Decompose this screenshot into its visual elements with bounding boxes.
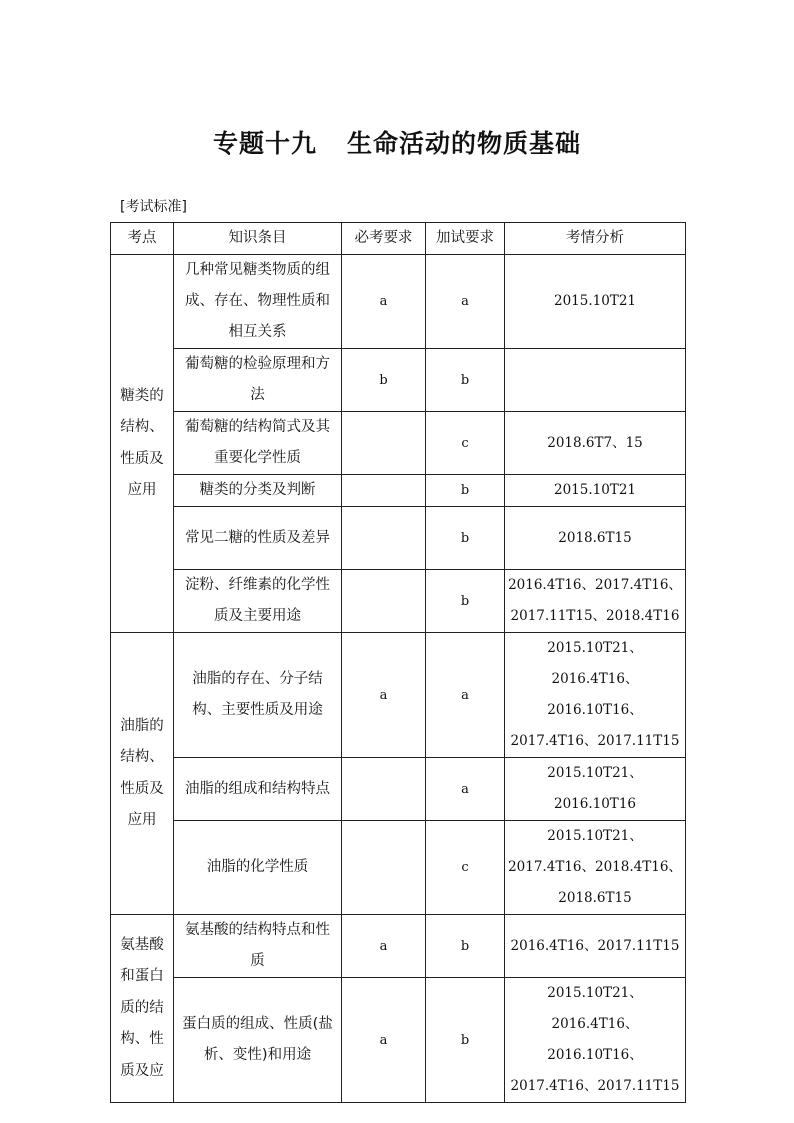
required-cell [342, 507, 426, 570]
required-cell: a [342, 255, 426, 349]
table-row [111, 475, 686, 507]
analysis-cell: 2015.10T21 [505, 255, 686, 349]
required-cell [342, 412, 426, 475]
table-row [111, 412, 686, 475]
item-cell: 油脂的化学性质 [174, 821, 342, 915]
category-cell: 糖类的结构、性质及应用 [111, 255, 174, 633]
item-cell: 葡萄糖的结构简式及其重要化学性质 [174, 412, 342, 475]
extra-cell: c [426, 821, 505, 915]
category-cell: 油脂的结构、性质及应用 [111, 633, 174, 915]
extra-cell: b [426, 349, 505, 412]
item-cell: 氨基酸的结构特点和性质 [174, 915, 342, 978]
header-cell: 知识条目 [174, 223, 342, 255]
extra-cell: b [426, 475, 505, 507]
item-cell: 淀粉、纤维素的化学性质及主要用途 [174, 570, 342, 633]
item-cell: 常见二糖的性质及差异 [174, 507, 342, 570]
title-main: 专题十九 [212, 129, 317, 158]
table-row [111, 633, 686, 758]
required-cell [342, 475, 426, 507]
required-cell: a [342, 633, 426, 758]
analysis-cell: 2015.10T21 [505, 475, 686, 507]
exam-standard-table [110, 222, 686, 1103]
table-row [111, 915, 686, 978]
analysis-cell: 2015.10T21、2016.4T16、2016.10T16、2017.4T16、2017.11T15 [505, 978, 686, 1103]
item-cell: 糖类的分类及判断 [174, 475, 342, 507]
item-cell: 葡萄糖的检验原理和方法 [174, 349, 342, 412]
table-row [111, 255, 686, 349]
analysis-cell [505, 349, 686, 412]
required-cell [342, 758, 426, 821]
item-cell: 几种常见糖类物质的组成、存在、物理性质和相互关系 [174, 255, 342, 349]
analysis-cell: 2018.6T7、15 [505, 412, 686, 475]
header-cell: 加试要求 [426, 223, 505, 255]
extra-cell: b [426, 978, 505, 1103]
analysis-cell: 2016.4T16、2017.4T16、2017.11T15、2018.4T16 [505, 570, 686, 633]
table-header-row [111, 223, 686, 255]
item-cell: 油脂的存在、分子结构、主要性质及用途 [174, 633, 342, 758]
category-cell: 氨基酸和蛋白质的结构、性质及应 [111, 915, 174, 1103]
table-row [111, 507, 686, 570]
title-sub: 生命活动的物质基础 [347, 129, 582, 158]
table-row [111, 570, 686, 633]
extra-cell: a [426, 758, 505, 821]
extra-cell: b [426, 507, 505, 570]
analysis-cell: 2015.10T21、2016.4T16、2016.10T16、2017.4T16、2017.11T15 [505, 633, 686, 758]
extra-cell: a [426, 633, 505, 758]
required-cell: a [342, 978, 426, 1103]
item-cell: 蛋白质的组成、性质(盐析、变性)和用途 [174, 978, 342, 1103]
required-cell [342, 570, 426, 633]
required-cell: b [342, 349, 426, 412]
header-cell: 必考要求 [342, 223, 426, 255]
extra-cell: a [426, 255, 505, 349]
table-row [111, 978, 686, 1103]
table-row [111, 758, 686, 821]
table-row [111, 349, 686, 412]
page-title [0, 124, 794, 160]
item-cell: 油脂的组成和结构特点 [174, 758, 342, 821]
analysis-cell: 2016.4T16、2017.11T15 [505, 915, 686, 978]
analysis-cell: 2015.10T21、2016.10T16 [505, 758, 686, 821]
table-row [111, 821, 686, 915]
header-cell: 考情分析 [505, 223, 686, 255]
extra-cell: b [426, 915, 505, 978]
section-label: [考试标准] [120, 199, 187, 215]
extra-cell: c [426, 412, 505, 475]
required-cell [342, 821, 426, 915]
extra-cell: b [426, 570, 505, 633]
analysis-cell: 2015.10T21、2017.4T16、2018.4T16、2018.6T15 [505, 821, 686, 915]
analysis-cell: 2018.6T15 [505, 507, 686, 570]
required-cell: a [342, 915, 426, 978]
header-cell: 考点 [111, 223, 174, 255]
